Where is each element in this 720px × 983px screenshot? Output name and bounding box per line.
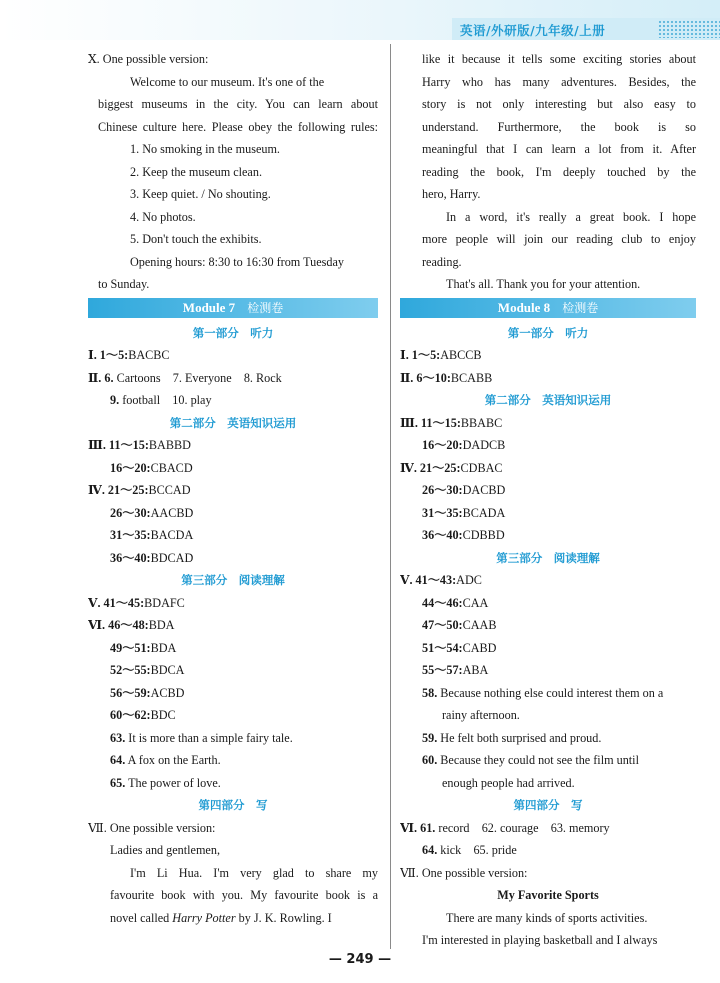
- header-subject: 英语/外研版/九年级/上册: [460, 23, 606, 38]
- answer-line: 44～46:CAA: [422, 595, 489, 610]
- text-line: There are many kinds of sports activities.: [446, 910, 648, 925]
- answer-line: 16～20:DADCB: [422, 438, 506, 452]
- section-heading: 第二部分 英语知识运用: [169, 415, 297, 430]
- section-heading: 第一部分 听力: [507, 325, 589, 340]
- module-number: Module 8: [497, 299, 551, 315]
- answer-line: 60. Because they could not see the film until: [422, 753, 639, 767]
- module-label: 检测卷: [247, 300, 284, 315]
- text-line: That's all. Thank you for your attention.: [446, 277, 641, 291]
- answer-line: 56～59:ACBD: [110, 685, 185, 700]
- module-number: Module 7: [182, 299, 236, 315]
- text-line: like it because it tells some exciting stories about: [422, 52, 696, 66]
- answer-line: 64. kick 65. pride: [422, 843, 517, 857]
- text-line: meaningful that I can learn a lot from it. After: [422, 142, 696, 156]
- answer-line: 49～51:BDA: [110, 640, 177, 655]
- module-label: 检测卷: [562, 300, 599, 315]
- section-heading: 第三部分 阅读理解: [181, 573, 285, 587]
- section-heading: 第四部分 写: [513, 798, 583, 812]
- answer-line: Ⅰ. 1～5:BACBC: [88, 348, 170, 362]
- page-number: — 249 —: [328, 952, 392, 967]
- page-header: [0, 0, 720, 40]
- rule-item: 3. Keep quiet. / No shouting.: [130, 187, 271, 201]
- text-line: Harry who has many adventures. Besides, the: [422, 74, 696, 89]
- text-line: In a word, it's really a great book. I hope: [446, 209, 696, 224]
- text-line: Ⅶ. One possible version:: [88, 820, 216, 835]
- header-dot-pattern: [658, 20, 720, 38]
- answer-line: 59. He felt both surprised and proud.: [422, 730, 602, 745]
- answer-line: 51～54:CABD: [422, 640, 497, 655]
- text-line: I'm interested in playing basketball and I always: [422, 933, 658, 947]
- text-line: more people will join our reading club to enjoy: [422, 232, 696, 246]
- right-column: [400, 48, 696, 952]
- section-heading: 第二部分 英语知识运用: [484, 393, 612, 407]
- answer-line: 9. football 10. play: [110, 393, 212, 407]
- answer-line: 60～62:BDC: [110, 708, 176, 722]
- answer-line: 64. A fox on the Earth.: [110, 753, 221, 767]
- answer-line: 65. The power of love.: [110, 775, 221, 790]
- answer-line: 31～35:BACDA: [110, 528, 194, 542]
- text-line: reading the book, I'm deeply touched by the: [422, 164, 696, 179]
- answer-line: 26～30:DACBD: [422, 483, 506, 497]
- rule-item: 4. No photos.: [130, 209, 196, 224]
- answer-line: Ⅵ. 61. record 62. courage 63. memory: [400, 820, 610, 835]
- answer-line: Ⅲ. 11～15:BABBD: [88, 438, 191, 452]
- answer-line: Ⅳ. 21～25:CDBAC: [400, 460, 503, 475]
- text-line: story is not only interesting but also easy to: [422, 97, 696, 111]
- section-heading: 第一部分 听力: [192, 325, 274, 340]
- rule-item: 2. Keep the museum clean.: [130, 164, 262, 179]
- section-heading: 第三部分 阅读理解: [496, 550, 600, 565]
- answer-line: Ⅰ. 1～5:ABCCB: [400, 348, 482, 362]
- answer-line: Ⅱ. 6. Cartoons 7. Everyone 8. Rock: [88, 370, 282, 385]
- essay-title: My Favorite Sports: [497, 888, 599, 902]
- text-line: Chinese culture here. Please obey the following rules:: [98, 119, 378, 134]
- text-line: reading.: [422, 254, 462, 269]
- text-line: I'm Li Hua. I'm very glad to share my: [130, 865, 378, 880]
- answer-line: Ⅴ. 41～45:BDAFC: [88, 595, 185, 610]
- text-line: Opening hours: 8:30 to 16:30 from Tuesday: [130, 254, 344, 269]
- answer-line: Ⅲ. 11～15:BBABC: [400, 415, 503, 430]
- text-line: Welcome to our museum. It's one of the: [130, 74, 325, 89]
- text-line: Ladies and gentlemen,: [110, 843, 220, 857]
- answer-line: enough people had arrived.: [442, 775, 575, 790]
- answer-line: Ⅴ. 41～43:ADC: [400, 573, 482, 587]
- answer-line: Ⅱ. 6～10:BCABB: [400, 370, 493, 385]
- text-line: favourite book with you. My favourite book is a: [110, 888, 378, 902]
- text-line: hero, Harry.: [422, 187, 481, 201]
- answer-line: rainy afternoon.: [442, 708, 520, 722]
- text-line: Ⅹ. One possible version:: [88, 52, 209, 66]
- answer-line: 63. It is more than a simple fairy tale.: [110, 730, 293, 745]
- section-heading: 第四部分 写: [198, 798, 268, 812]
- rule-item: 5. Don't touch the exhibits.: [130, 232, 262, 246]
- book-title: Harry Potter: [172, 910, 236, 925]
- rule-item: 1. No smoking in the museum.: [130, 142, 280, 156]
- text-line: understand. Furthermore, the book is so: [422, 119, 696, 134]
- answer-line: 31～35:BCADA: [422, 505, 506, 520]
- answer-line: 47～50:CAAB: [422, 618, 497, 632]
- answer-line: 26～30:AACBD: [110, 505, 194, 520]
- answer-line: 55～57:ABA: [422, 663, 489, 677]
- column-divider: [390, 44, 391, 949]
- text-line: biggest museums in the city. You can learn about: [98, 97, 378, 111]
- module-8-title-bar: [400, 298, 696, 318]
- answer-line: 52～55:BDCA: [110, 663, 185, 677]
- left-column: [88, 48, 378, 929]
- text-line: to Sunday.: [98, 277, 150, 291]
- answer-line: 36～40:BDCAD: [110, 550, 194, 565]
- module-7-title-bar: [88, 298, 378, 318]
- answer-line: Ⅵ. 46～48:BDA: [88, 618, 175, 632]
- answer-line: 16～20:CBACD: [110, 460, 193, 475]
- answer-line: 58. Because nothing else could interest them on a: [422, 685, 664, 700]
- answer-line: Ⅳ. 21～25:BCCAD: [88, 483, 191, 497]
- text-line: novel called Harry Potter by J. K. Rowling. I: [110, 910, 332, 925]
- answer-line: 36～40:CDBBD: [422, 528, 505, 542]
- text-line: Ⅶ. One possible version:: [400, 865, 528, 880]
